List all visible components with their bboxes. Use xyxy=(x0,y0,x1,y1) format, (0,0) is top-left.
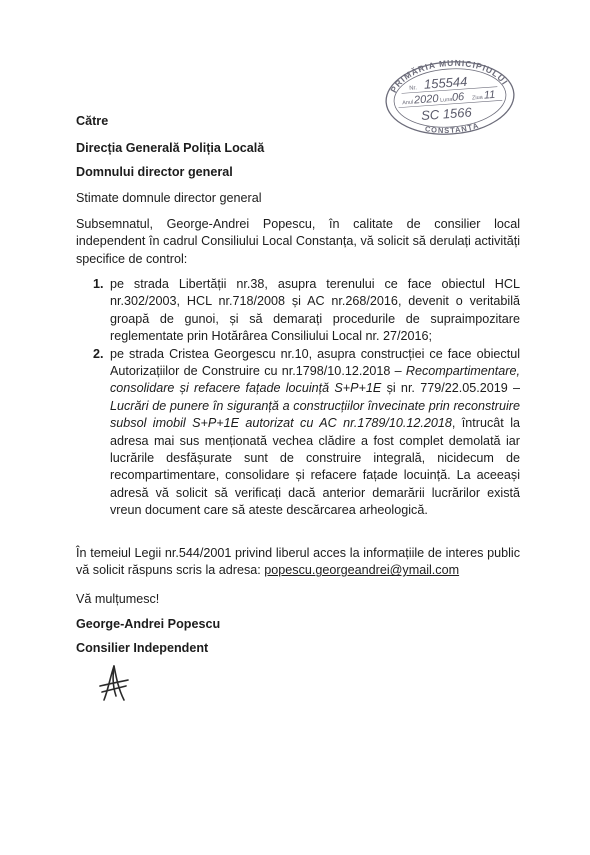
signer-name: George-Andrei Popescu xyxy=(76,617,221,631)
thanks: Vă mulțumesc! xyxy=(76,592,160,606)
svg-text:CONSTANȚA xyxy=(424,120,481,136)
list-item-number: 2. xyxy=(93,346,104,361)
legal-paragraph xyxy=(76,545,520,580)
stamp-day: 11 xyxy=(483,88,496,102)
request-list xyxy=(76,276,520,520)
handwritten-signature xyxy=(94,660,134,704)
list-item-italic-text: Recompartimentare, consolidare și refacere fațade locuință S+P+1E xyxy=(110,364,520,396)
list-item xyxy=(76,346,520,520)
recipient-prefix: Către xyxy=(76,114,109,128)
legal-text: În temeiul Legii nr.544/2001 privind liberul acces la informațiile de interes public vă solicit răspuns scris la adresa: xyxy=(76,546,520,578)
stamp-month-label: Luna xyxy=(439,96,453,104)
list-item-italic-text: Lucrări de punere în siguranță a construcțiilor învecinate prin reconstruire subsol imobil S+P+1E autorizat cu AC nr.1789/10.12.2018 xyxy=(110,398,520,431)
list-item-text: pe strada Libertății nr.38, asupra terenului ce face obiectul HCL nr.302/2003, HCL nr.718/2008 și AC nr.268/2016, devenit o veritabilă groapă de gunoi, și să demarați procedurile de supraimpozitare reglementate prin Hotărârea Consiliului Local nr. 27/2016; xyxy=(110,277,520,344)
stamp-year-label: Anul xyxy=(402,99,414,107)
stamp-institution: PRIMĂRIA MUNICIPIULUI xyxy=(388,58,511,95)
signer-title: Consilier Independent xyxy=(76,641,209,655)
stamp-reg-number: 155544 xyxy=(423,73,468,92)
list-item-text: și nr. 779/22.05.2019 – xyxy=(381,381,520,396)
intro-paragraph: Subsemnatul, George-Andrei Popescu, în calitate de consilier local independent în cadrul Consiliului Local Constanța, vă solicit să derulați activități specifice de control: xyxy=(76,217,520,266)
registration-stamp xyxy=(380,58,520,138)
list-item-text: , întrucât la adresa mai sus menționată vechea clădire a fost complet demolată iar lucrările desfășurate sunt de construire integrală, nicidecum de recompartimentare, consolidare și refacere fațade locuință. La aceeași adresă vă solicit să verificați dacă anterior demarării lucrărilor există vreun document care să ateste descărcarea arheologică. xyxy=(110,416,520,518)
list-item xyxy=(76,276,520,346)
addressee: Domnului director general xyxy=(76,165,233,179)
stamp-city: CONSTANȚA xyxy=(424,120,481,136)
stamp-month: 06 xyxy=(451,91,465,104)
salutation: Stimate domnule director general xyxy=(76,191,262,205)
stamp-handwritten-code: SC 1566 xyxy=(420,104,473,124)
stamp-year: 2020 xyxy=(413,92,439,107)
list-item-number: 1. xyxy=(93,277,104,291)
email-link[interactable]: popescu.georgeandrei@ymail.com xyxy=(264,563,460,578)
stamp-day-label: Ziua xyxy=(471,94,483,102)
stamp-reg-label: Nr. xyxy=(409,85,418,92)
recipient: Direcția Generală Poliția Locală xyxy=(76,141,265,155)
list-item-text: pe strada Cristea Georgescu nr.10, asupra construcției ce face obiectul Autorizațiilor de Construire cu nr.1798/10.12.2018 – xyxy=(110,346,520,379)
